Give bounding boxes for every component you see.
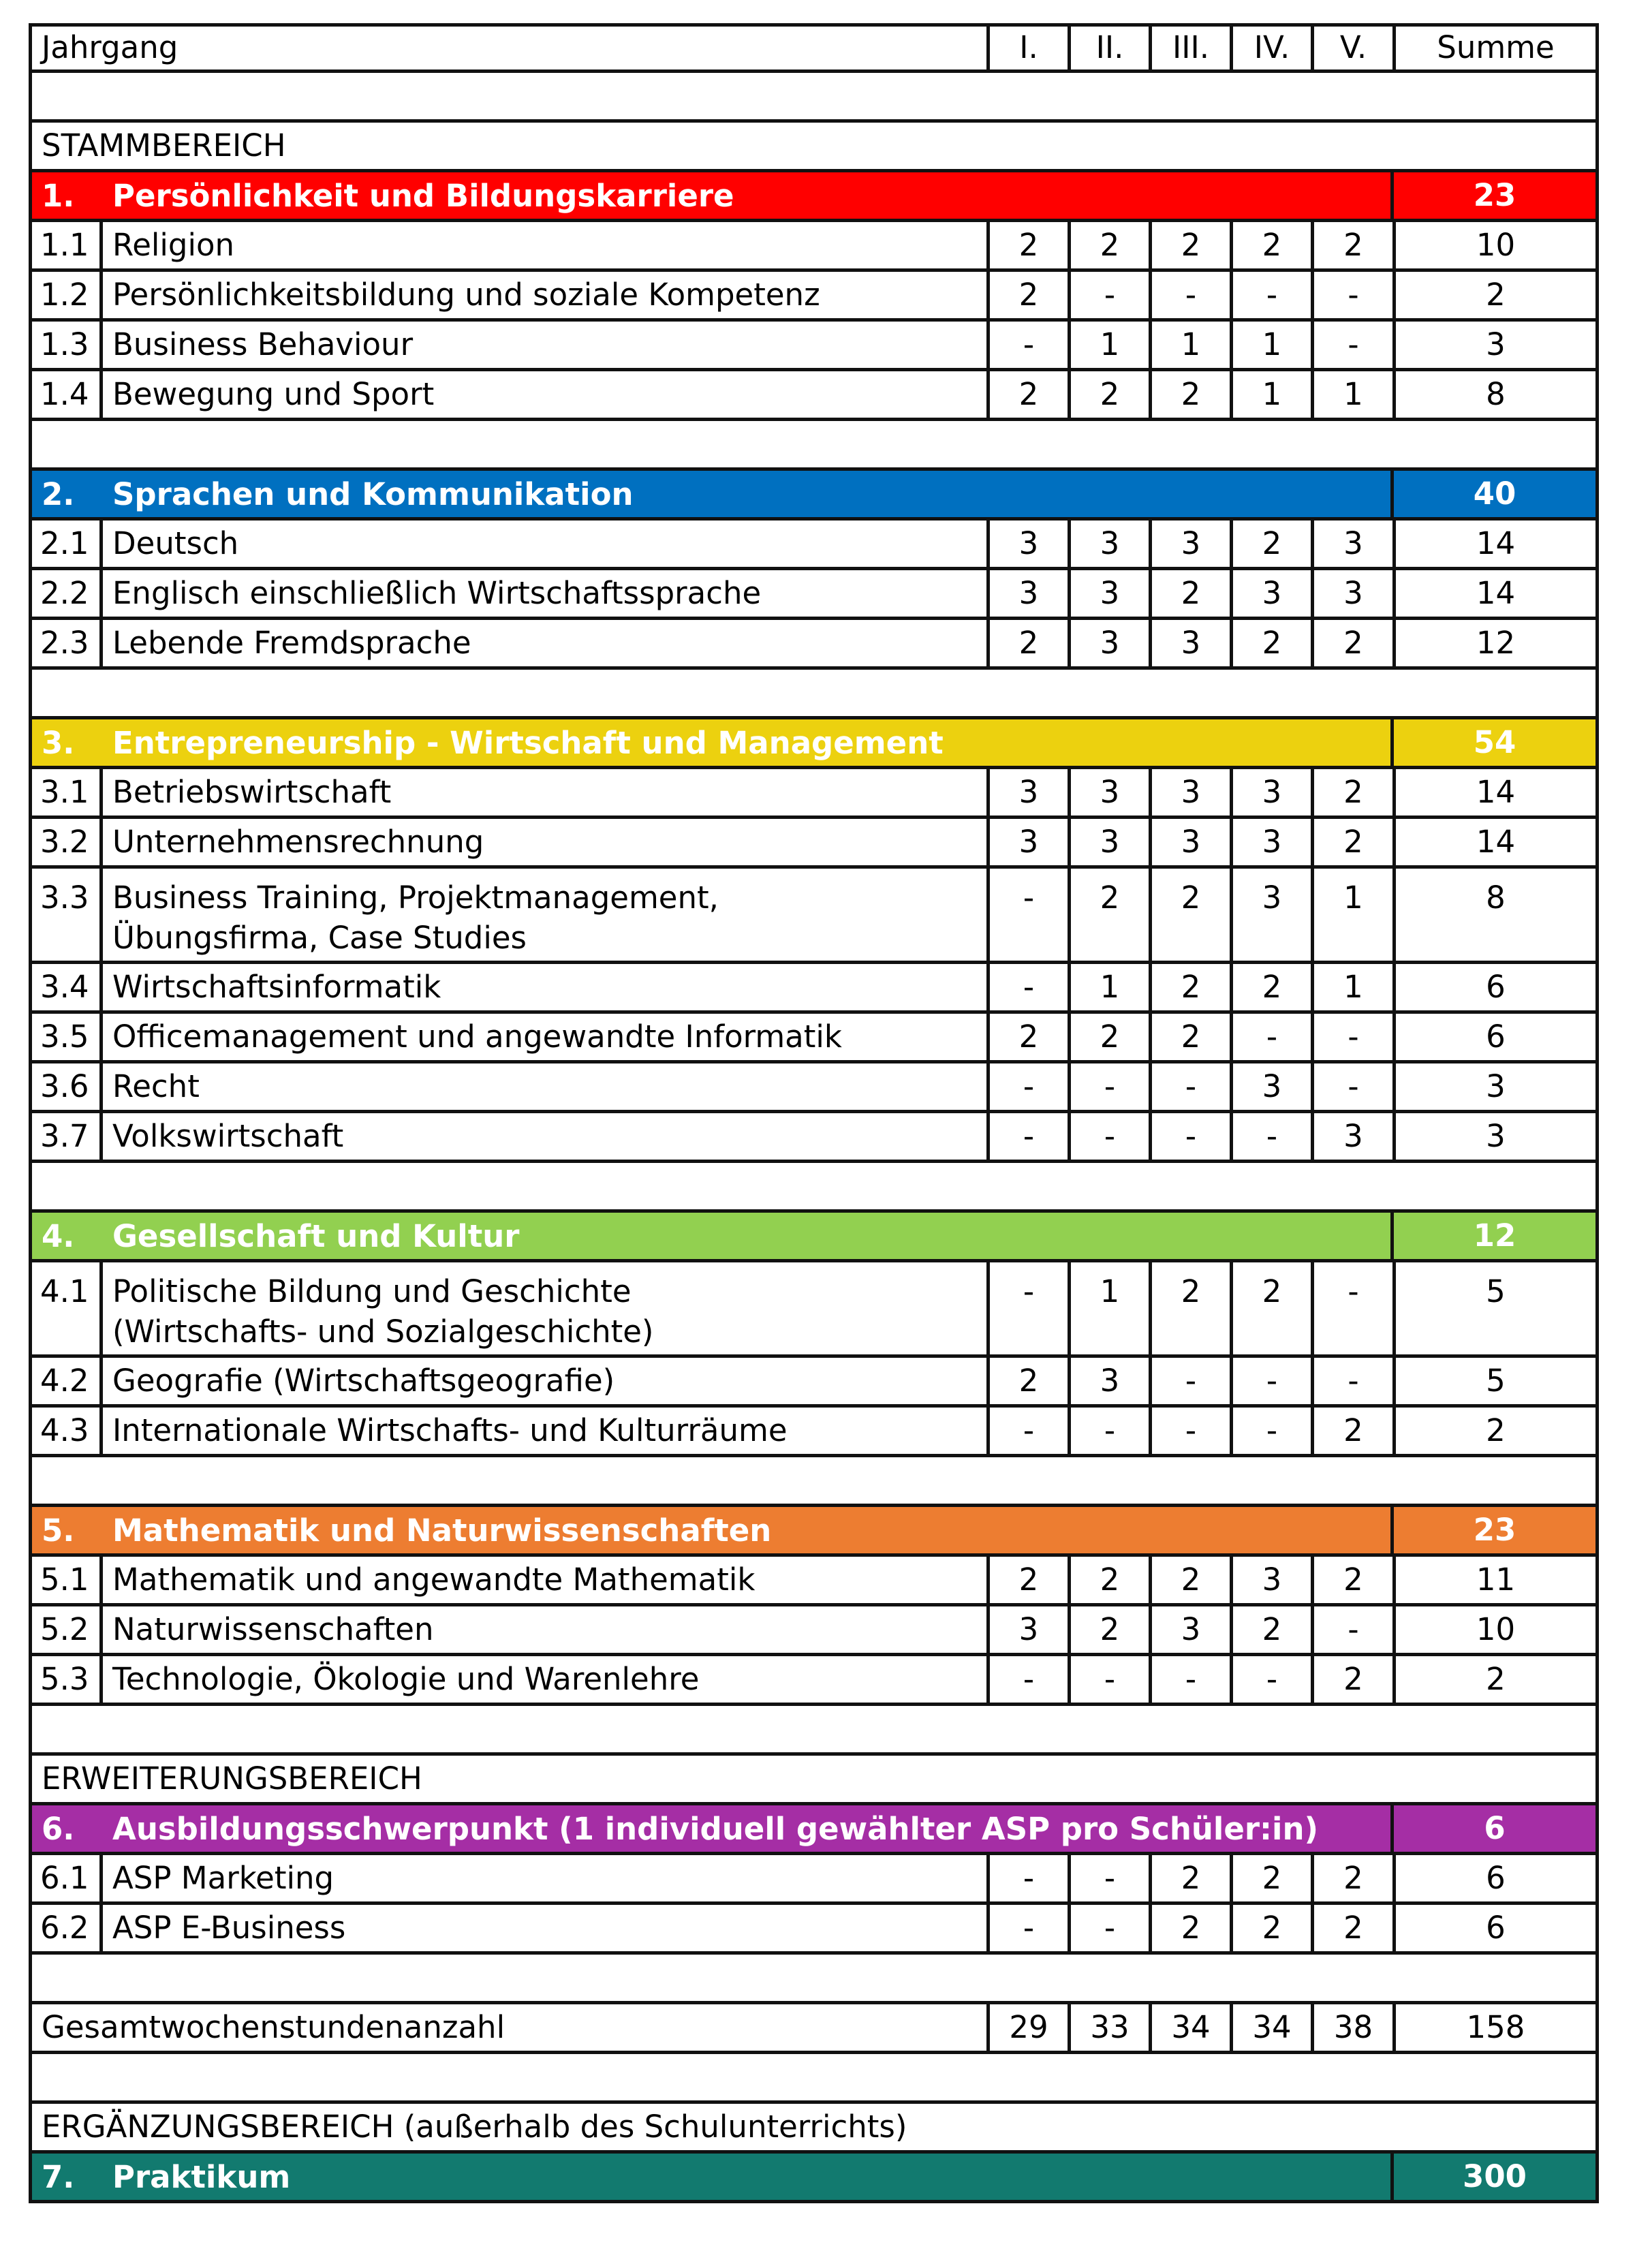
total-year-5: 38	[1314, 2004, 1396, 2051]
subject-year-5: -	[1314, 1606, 1396, 1653]
category-label-cell	[32, 1805, 1394, 1852]
subject-row	[29, 1557, 1599, 1606]
curriculum-table	[29, 23, 1599, 2203]
subject-year-2: 3	[1071, 570, 1152, 617]
subject-row	[29, 1656, 1599, 1706]
subject-year-3: 3	[1152, 819, 1233, 865]
subject-row	[29, 769, 1599, 819]
subject-year-2: 2	[1071, 222, 1152, 268]
total-year-2: 33	[1071, 2004, 1152, 2051]
subject-year-4: 3	[1233, 1557, 1314, 1603]
blank-row	[29, 1457, 1599, 1507]
subject-row	[29, 1855, 1599, 1905]
category-sum: 6	[1484, 1809, 1506, 1846]
subject-row	[29, 1358, 1599, 1408]
subject-year-5: 2	[1314, 819, 1396, 865]
header-year-3: III.	[1152, 27, 1233, 69]
subject-year-1: 3	[990, 819, 1071, 865]
subject-year-1: 2	[990, 620, 1071, 666]
header-year-4: IV.	[1233, 27, 1314, 69]
subject-year-3: 2	[1152, 371, 1233, 418]
category-number: 1.	[42, 177, 75, 214]
subject-year-1: 3	[990, 570, 1071, 617]
subject-year-2: 3	[1071, 819, 1152, 865]
total-label: Gesamtwochenstundenanzahl	[32, 2004, 990, 2051]
subject-year-4: 3	[1233, 570, 1314, 617]
subject-name: Bewegung und Sport	[103, 371, 990, 418]
category-row-4	[29, 1213, 1599, 1262]
subject-year-3: 2	[1152, 964, 1233, 1010]
subject-row	[29, 620, 1599, 670]
subject-year-5: 1	[1314, 869, 1396, 961]
category-number: 7.	[42, 2158, 75, 2195]
subject-row	[29, 1905, 1599, 1955]
subject-year-2: -	[1071, 1905, 1152, 1951]
subject-year-2: -	[1071, 1656, 1152, 1703]
subject-year-4: 2	[1233, 1855, 1314, 1901]
category-row-3	[29, 719, 1599, 769]
subject-name: ASP E-Business	[103, 1905, 990, 1951]
category-label-cell	[32, 1213, 1394, 1259]
subject-sum: 14	[1476, 574, 1516, 611]
subject-year-3: -	[1152, 1113, 1233, 1160]
subject-year-4: 3	[1233, 769, 1314, 815]
blank-row	[29, 1706, 1599, 1756]
subject-row	[29, 371, 1599, 421]
subject-year-3: 1	[1152, 322, 1233, 368]
header-year-2: II.	[1071, 27, 1152, 69]
subject-name: Deutsch	[103, 521, 990, 567]
subject-year-5: 2	[1314, 222, 1396, 268]
subject-year-4: 3	[1233, 1063, 1314, 1110]
subject-year-2: 3	[1071, 769, 1152, 815]
blank-row	[29, 670, 1599, 719]
category-title: Praktikum	[112, 2158, 291, 2195]
subject-row	[29, 272, 1599, 322]
subject-sum: 6	[1486, 1909, 1506, 1946]
subject-year-5: 1	[1314, 371, 1396, 418]
subject-year-2: 1	[1071, 1262, 1152, 1354]
subject-name: Technologie, Ökologie und Warenlehre	[103, 1656, 990, 1703]
subject-name: Unternehmensrechnung	[103, 819, 990, 865]
subject-sum: 8	[1486, 880, 1506, 916]
subject-sum: 10	[1476, 226, 1516, 263]
subject-year-3: -	[1152, 1063, 1233, 1110]
subject-year-3: 2	[1152, 869, 1233, 961]
subject-year-2: -	[1071, 1855, 1152, 1901]
subject-number: 3.1	[32, 769, 103, 815]
subject-sum: 6	[1486, 968, 1506, 1005]
subject-year-3: 2	[1152, 1557, 1233, 1603]
subject-year-4: 3	[1233, 819, 1314, 865]
subject-sum: 3	[1486, 1068, 1506, 1104]
subject-sum: 5	[1486, 1362, 1506, 1399]
subject-row	[29, 964, 1599, 1014]
subject-year-4: -	[1233, 272, 1314, 318]
subject-row	[29, 1408, 1599, 1457]
subject-year-2: 3	[1071, 1358, 1152, 1404]
total-year-1: 29	[990, 2004, 1071, 2051]
subject-number: 6.2	[32, 1905, 103, 1951]
subject-row	[29, 1262, 1599, 1358]
subject-year-3: -	[1152, 1408, 1233, 1454]
subject-year-3: 3	[1152, 620, 1233, 666]
subject-year-5: 2	[1314, 620, 1396, 666]
subject-year-5: -	[1314, 1262, 1396, 1354]
subject-name-line2: Übungsfirma, Case Studies	[112, 919, 527, 956]
subject-number: 1.1	[32, 222, 103, 268]
subject-year-2: -	[1071, 272, 1152, 318]
category-sum: 54	[1473, 724, 1516, 760]
subject-year-3: 2	[1152, 222, 1233, 268]
subject-number: 4.1	[32, 1262, 103, 1354]
subject-name: Betriebswirtschaft	[103, 769, 990, 815]
subject-year-3: 2	[1152, 570, 1233, 617]
category-number: 2.	[42, 476, 75, 512]
subject-row	[29, 819, 1599, 869]
subject-sum: 3	[1486, 326, 1506, 362]
subject-number: 3.5	[32, 1014, 103, 1060]
category-sum: 23	[1473, 176, 1516, 213]
category-label-cell	[32, 2154, 1394, 2200]
subject-name: Wirtschaftsinformatik	[103, 964, 990, 1010]
category-row-6	[29, 1805, 1599, 1855]
category-label-cell	[32, 1507, 1394, 1553]
header-row	[29, 23, 1599, 73]
category-label-cell	[32, 719, 1394, 766]
blank-row	[29, 421, 1599, 471]
subject-year-3: 2	[1152, 1855, 1233, 1901]
area-stammbereich-label: STAMMBEREICH	[42, 127, 286, 164]
subject-year-5: -	[1314, 272, 1396, 318]
area-erweiterungsbereich-label: ERWEITERUNGSBEREICH	[42, 1760, 422, 1797]
subject-year-3: -	[1152, 272, 1233, 318]
subject-year-1: 3	[990, 521, 1071, 567]
subject-year-1: 2	[990, 1557, 1071, 1603]
header-year-5: V.	[1314, 27, 1396, 69]
subject-sum: 2	[1486, 1412, 1506, 1448]
subject-year-2: -	[1071, 1113, 1152, 1160]
subject-year-2: 1	[1071, 964, 1152, 1010]
subject-year-3: 3	[1152, 1606, 1233, 1653]
subject-year-5: 2	[1314, 769, 1396, 815]
subject-number: 2.1	[32, 521, 103, 567]
subject-sum: 5	[1486, 1273, 1506, 1309]
subject-year-3: 2	[1152, 1905, 1233, 1951]
subject-year-4: -	[1233, 1656, 1314, 1703]
subject-year-1: 2	[990, 272, 1071, 318]
subject-year-4: 1	[1233, 322, 1314, 368]
blank-row	[29, 2054, 1599, 2104]
header-year-1: I.	[990, 27, 1071, 69]
subject-name: Persönlichkeitsbildung und soziale Kompetenz	[103, 272, 990, 318]
subject-sum: 6	[1486, 1018, 1506, 1055]
subject-year-4: 2	[1233, 1606, 1314, 1653]
subject-sum: 11	[1476, 1561, 1516, 1598]
subject-year-2: 2	[1071, 1014, 1152, 1060]
subject-year-5: 2	[1314, 1656, 1396, 1703]
subject-number: 3.3	[32, 869, 103, 961]
subject-row	[29, 570, 1599, 620]
total-year-3: 34	[1152, 2004, 1233, 2051]
subject-year-1: -	[990, 1063, 1071, 1110]
subject-year-4: 2	[1233, 964, 1314, 1010]
category-number: 4.	[42, 1217, 75, 1254]
area-ergaenzungsbereich-label: ERGÄNZUNGSBEREICH (außerhalb des Schulunterrichts)	[42, 2108, 907, 2145]
subject-name	[103, 1262, 990, 1354]
subject-number: 2.2	[32, 570, 103, 617]
category-sum: 40	[1473, 475, 1516, 512]
subject-year-1: -	[990, 1113, 1071, 1160]
subject-year-4: 1	[1233, 371, 1314, 418]
subject-row	[29, 222, 1599, 272]
category-number: 3.	[42, 724, 75, 761]
subject-year-1: -	[990, 964, 1071, 1010]
subject-year-4: 2	[1233, 620, 1314, 666]
subject-sum: 14	[1476, 823, 1516, 860]
subject-year-1: 2	[990, 1014, 1071, 1060]
subject-name: Mathematik und angewandte Mathematik	[103, 1557, 990, 1603]
subject-name-line1: Politische Bildung und Geschichte	[112, 1273, 632, 1309]
subject-number: 4.2	[32, 1358, 103, 1404]
subject-name: ASP Marketing	[103, 1855, 990, 1901]
subject-number: 2.3	[32, 620, 103, 666]
subject-number: 3.6	[32, 1063, 103, 1110]
category-number: 5.	[42, 1512, 75, 1549]
subject-row	[29, 521, 1599, 570]
subject-name: Volkswirtschaft	[103, 1113, 990, 1160]
subject-year-3: 3	[1152, 769, 1233, 815]
subject-name: Internationale Wirtschafts- und Kulturräume	[103, 1408, 990, 1454]
total-row	[29, 2004, 1599, 2054]
blank-row-top	[29, 73, 1599, 123]
subject-sum: 2	[1486, 276, 1506, 313]
subject-row	[29, 322, 1599, 371]
subject-year-1: -	[990, 869, 1071, 961]
subject-row	[29, 1606, 1599, 1656]
category-label-cell	[32, 471, 1394, 517]
subject-year-3: -	[1152, 1656, 1233, 1703]
subject-name: Business Behaviour	[103, 322, 990, 368]
category-number: 6.	[42, 1810, 75, 1847]
area-stammbereich	[29, 123, 1599, 172]
subject-year-3: 3	[1152, 521, 1233, 567]
subject-sum: 12	[1476, 624, 1516, 661]
subject-name-line1: Business Training, Projektmanagement,	[112, 880, 719, 916]
subject-sum: 6	[1486, 1859, 1506, 1896]
category-row-2	[29, 471, 1599, 521]
subject-sum: 2	[1486, 1660, 1506, 1697]
subject-year-2: 2	[1071, 1557, 1152, 1603]
subject-year-2: 1	[1071, 322, 1152, 368]
subject-year-5: 3	[1314, 570, 1396, 617]
subject-row	[29, 1063, 1599, 1113]
category-title: Mathematik und Naturwissenschaften	[112, 1512, 772, 1549]
category-label-cell	[32, 172, 1394, 219]
subject-name: Naturwissenschaften	[103, 1606, 990, 1653]
total-year-4: 34	[1233, 2004, 1314, 2051]
subject-year-3: 2	[1152, 1014, 1233, 1060]
subject-year-1: -	[990, 322, 1071, 368]
subject-year-1: 2	[990, 1358, 1071, 1404]
subject-year-1: 2	[990, 222, 1071, 268]
subject-row	[29, 1014, 1599, 1063]
subject-sum: 8	[1486, 375, 1506, 412]
subject-year-3: 2	[1152, 1262, 1233, 1354]
subject-year-1: -	[990, 1855, 1071, 1901]
subject-year-4: 2	[1233, 1262, 1314, 1354]
category-sum: 23	[1473, 1511, 1516, 1548]
subject-year-5: 2	[1314, 1855, 1396, 1901]
subject-year-5: -	[1314, 1014, 1396, 1060]
header-summe: Summe	[1437, 29, 1555, 66]
subject-year-4: -	[1233, 1014, 1314, 1060]
category-sum: 12	[1473, 1217, 1516, 1254]
subject-number: 3.4	[32, 964, 103, 1010]
category-title: Entrepreneurship - Wirtschaft und Management	[112, 724, 944, 761]
subject-year-4: 2	[1233, 521, 1314, 567]
category-row-5	[29, 1507, 1599, 1557]
subject-number: 5.3	[32, 1656, 103, 1703]
subject-year-5: 2	[1314, 1905, 1396, 1951]
subject-year-4: -	[1233, 1408, 1314, 1454]
subject-year-5: 3	[1314, 521, 1396, 567]
subject-year-5: -	[1314, 322, 1396, 368]
category-row-1	[29, 172, 1599, 222]
subject-name: Lebende Fremdsprache	[103, 620, 990, 666]
subject-name: Recht	[103, 1063, 990, 1110]
subject-year-2: 2	[1071, 1606, 1152, 1653]
subject-year-1: -	[990, 1905, 1071, 1951]
subject-year-4: 2	[1233, 1905, 1314, 1951]
subject-sum: 3	[1486, 1117, 1506, 1154]
category-title: Sprachen und Kommunikation	[112, 476, 634, 512]
subject-number: 6.1	[32, 1855, 103, 1901]
header-jahrgang: Jahrgang	[32, 27, 990, 69]
subject-number: 5.2	[32, 1606, 103, 1653]
subject-number: 4.3	[32, 1408, 103, 1454]
blank-row	[29, 1955, 1599, 2004]
subject-year-2: 2	[1071, 869, 1152, 961]
subject-year-4: -	[1233, 1358, 1314, 1404]
area-erweiterungsbereich	[29, 1756, 1599, 1805]
subject-sum: 14	[1476, 773, 1516, 810]
subject-name	[103, 869, 990, 961]
subject-year-4: 3	[1233, 869, 1314, 961]
category-title: Persönlichkeit und Bildungskarriere	[112, 177, 734, 214]
total-sum: 158	[1466, 2008, 1525, 2045]
subject-year-1: 3	[990, 769, 1071, 815]
subject-year-2: -	[1071, 1408, 1152, 1454]
subject-number: 1.2	[32, 272, 103, 318]
subject-row	[29, 869, 1599, 964]
subject-number: 1.3	[32, 322, 103, 368]
subject-year-2: 2	[1071, 371, 1152, 418]
subject-number: 1.4	[32, 371, 103, 418]
subject-name-line2: (Wirtschafts- und Sozialgeschichte)	[112, 1313, 654, 1350]
subject-sum: 10	[1476, 1611, 1516, 1647]
category-row-7	[29, 2154, 1599, 2203]
category-title: Ausbildungsschwerpunkt (1 individuell gewählter ASP pro Schüler:in)	[112, 1810, 1319, 1847]
subject-year-1: -	[990, 1656, 1071, 1703]
subject-name: Englisch einschließlich Wirtschaftssprache	[103, 570, 990, 617]
subject-sum: 14	[1476, 525, 1516, 561]
subject-year-5: 2	[1314, 1408, 1396, 1454]
subject-year-3: -	[1152, 1358, 1233, 1404]
area-ergaenzungsbereich	[29, 2104, 1599, 2154]
subject-year-5: 1	[1314, 964, 1396, 1010]
subject-number: 3.7	[32, 1113, 103, 1160]
subject-year-2: 3	[1071, 521, 1152, 567]
subject-year-2: -	[1071, 1063, 1152, 1110]
subject-year-5: 2	[1314, 1557, 1396, 1603]
blank-row	[29, 1163, 1599, 1213]
subject-number: 5.1	[32, 1557, 103, 1603]
subject-name: Geografie (Wirtschaftsgeografie)	[103, 1358, 990, 1404]
subject-year-5: -	[1314, 1063, 1396, 1110]
subject-year-1: 3	[990, 1606, 1071, 1653]
subject-year-5: -	[1314, 1358, 1396, 1404]
subject-year-4: -	[1233, 1113, 1314, 1160]
category-title: Gesellschaft und Kultur	[112, 1217, 520, 1254]
subject-year-4: 2	[1233, 222, 1314, 268]
subject-name: Officemanagement und angewandte Informatik	[103, 1014, 990, 1060]
subject-year-2: 3	[1071, 620, 1152, 666]
subject-name: Religion	[103, 222, 990, 268]
subject-year-1: -	[990, 1408, 1071, 1454]
subject-year-1: -	[990, 1262, 1071, 1354]
category-sum: 300	[1463, 2158, 1527, 2194]
subject-row	[29, 1113, 1599, 1163]
subject-year-1: 2	[990, 371, 1071, 418]
subject-year-5: 3	[1314, 1113, 1396, 1160]
subject-number: 3.2	[32, 819, 103, 865]
